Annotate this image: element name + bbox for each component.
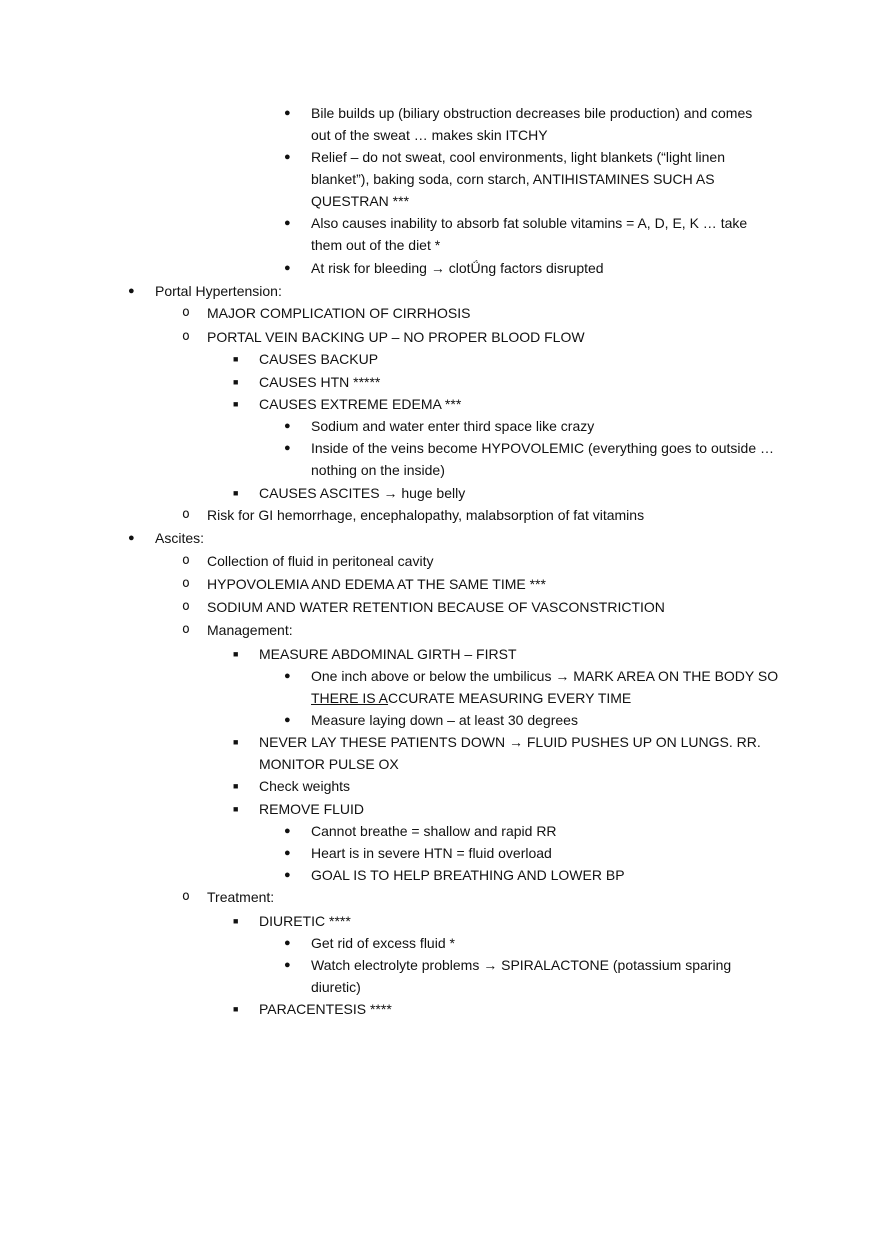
bullet-dot: ● (284, 937, 291, 949)
note-line: CAUSES ASCITES → huge belly (259, 485, 466, 501)
bullet-dot: ● (284, 847, 291, 859)
note-line: REMOVE FLUID (259, 801, 365, 817)
bullet-dot: ● (284, 959, 291, 971)
note-line: PARACENTESIS **** (259, 1001, 392, 1017)
bullet-circle: o (182, 576, 190, 591)
bullet-circle: o (182, 329, 190, 344)
note-line: Sodium and water enter third space like crazy (311, 418, 595, 434)
note-line: NEVER LAY THESE PATIENTS DOWN → FLUID PUSHES UP ON LUNGS. RR. (259, 734, 761, 750)
note-line: Relief – do not sweat, cool environments, light blankets (“light linen (311, 149, 725, 165)
note-line: CAUSES EXTREME EDEMA *** (259, 396, 462, 412)
note-line: Cannot breathe = shallow and rapid RR (311, 823, 557, 839)
underlined-text: THERE IS A (311, 690, 389, 706)
note-line: PORTAL VEIN BACKING UP – NO PROPER BLOOD FLOW (207, 329, 585, 345)
bullet-circle: o (182, 622, 190, 637)
bullet-square: ■ (233, 1004, 239, 1014)
note-line: MEASURE ABDOMINAL GIRTH – FIRST (259, 646, 517, 662)
bullet-square: ■ (233, 354, 239, 364)
bullet-circle: o (182, 889, 190, 904)
bullet-square: ■ (233, 377, 239, 387)
note-line: Inside of the veins become HYPOVOLEMIC (everything goes to outside … (311, 440, 775, 456)
bullet-dot: ● (128, 285, 135, 297)
note-line: Check weights (259, 778, 351, 794)
section-heading: Ascites: (155, 530, 205, 546)
bullet-circle: o (182, 599, 190, 614)
note-line: CAUSES HTN ***** (259, 374, 381, 390)
bullet-dot: ● (284, 869, 291, 881)
note-line: nothing on the inside) (311, 462, 445, 478)
note-line: MAJOR COMPLICATION OF CIRRHOSIS (207, 305, 471, 321)
note-line: One inch above or below the umbilicus → MARK AREA ON THE BODY SO (311, 668, 779, 684)
bullet-dot: ● (284, 442, 291, 454)
note-text: CCURATE MEASURING EVERY TIME (388, 690, 632, 706)
note-line: GOAL IS TO HELP BREATHING AND LOWER BP (311, 867, 625, 883)
note-line: DIURETIC **** (259, 913, 351, 929)
bullet-dot: ● (128, 532, 135, 544)
note-line: Also causes inability to absorb fat soluble vitamins = A, D, E, K … take (311, 215, 748, 231)
bullet-dot: ● (284, 217, 291, 229)
note-line: CAUSES BACKUP (259, 351, 379, 367)
note-line: Collection of fluid in peritoneal cavity (207, 553, 434, 569)
bullet-square: ■ (233, 737, 239, 747)
bullet-circle: o (182, 507, 190, 522)
note-line: Get rid of excess fluid * (311, 935, 455, 951)
bullet-square: ■ (233, 488, 239, 498)
note-line: blanket”), baking soda, corn starch, ANTIHISTAMINES SUCH AS (311, 171, 715, 187)
bullet-square: ■ (233, 781, 239, 791)
bullet-square: ■ (233, 916, 239, 926)
note-line: them out of the diet * (311, 237, 441, 253)
bullet-dot: ● (284, 825, 291, 837)
note-line: diuretic) (311, 979, 361, 995)
note-line: Management: (207, 622, 293, 638)
note-line: QUESTRAN *** (311, 193, 410, 209)
note-line: MONITOR PULSE OX (259, 756, 399, 772)
bullet-square: ■ (233, 649, 239, 659)
bullet-dot: ● (284, 262, 291, 274)
note-line: SODIUM AND WATER RETENTION BECAUSE OF VASCONSTRICTION (207, 599, 665, 615)
note-line: Bile builds up (biliary obstruction decreases bile production) and comes (311, 105, 753, 121)
bullet-square: ■ (233, 399, 239, 409)
bullet-circle: o (182, 553, 190, 568)
note-line: Watch electrolyte problems → SPIRALACTONE (potassium sparing (311, 957, 732, 973)
note-line: At risk for bleeding → clotǗng factors disrupted (311, 260, 604, 276)
bullet-dot: ● (284, 151, 291, 163)
bullet-circle: o (182, 305, 190, 320)
bullet-dot: ● (284, 107, 291, 119)
bullet-square: ■ (233, 804, 239, 814)
note-line: HYPOVOLEMIA AND EDEMA AT THE SAME TIME *** (207, 576, 546, 592)
note-line: Risk for GI hemorrhage, encephalopathy, malabsorption of fat vitamins (207, 507, 645, 523)
note-line (311, 688, 631, 708)
section-heading: Portal Hypertension: (155, 283, 282, 299)
note-line: Measure laying down – at least 30 degrees (311, 712, 578, 728)
note-line: Heart is in severe HTN = fluid overload (311, 845, 552, 861)
bullet-dot: ● (284, 714, 291, 726)
note-line: out of the sweat … makes skin ITCHY (311, 127, 548, 143)
note-line: Treatment: (207, 889, 275, 905)
bullet-dot: ● (284, 670, 291, 682)
bullet-dot: ● (284, 420, 291, 432)
